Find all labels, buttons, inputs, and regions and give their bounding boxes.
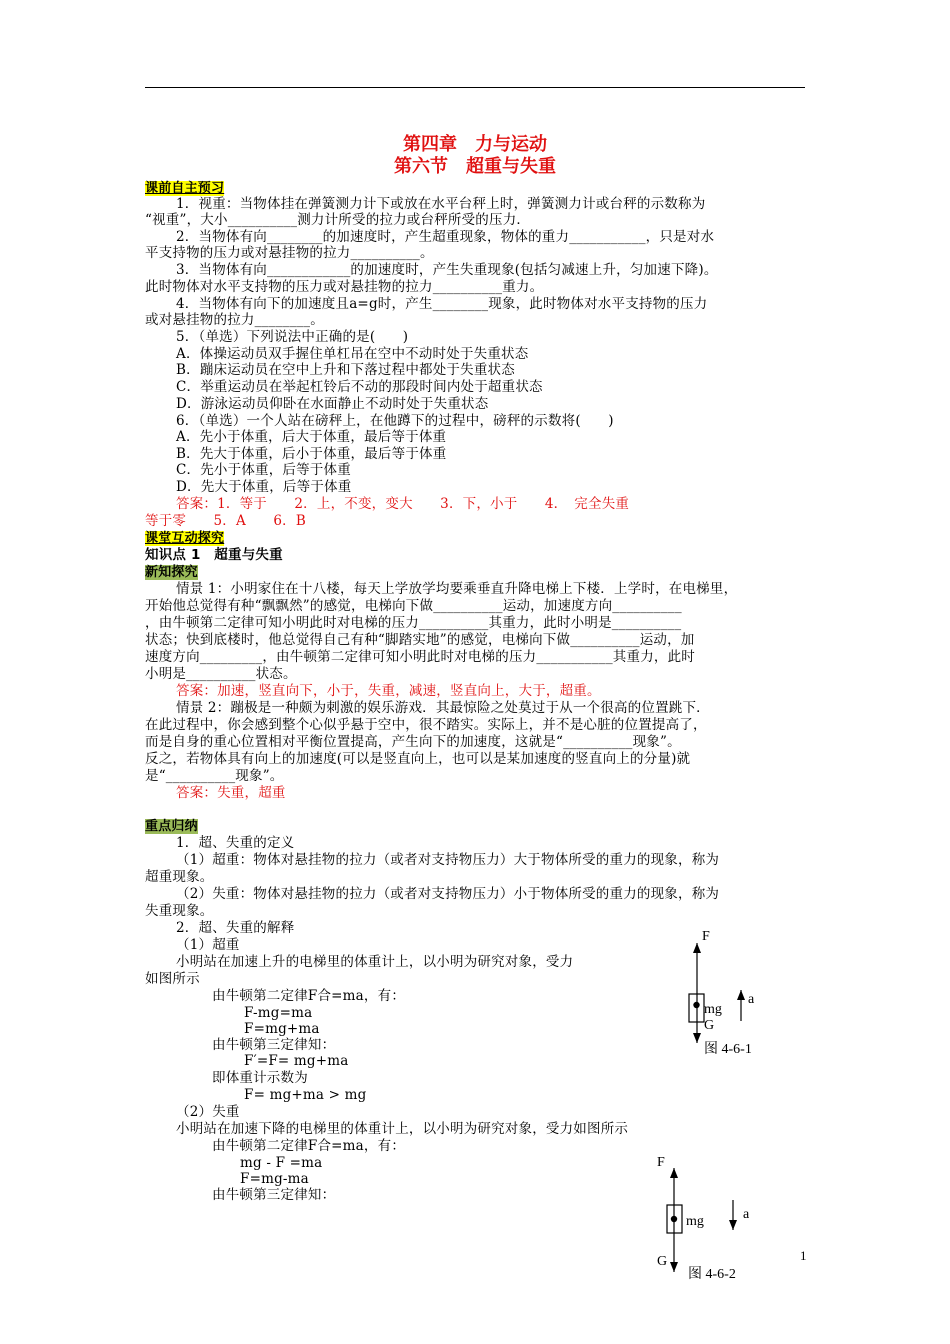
arrow-up-icon	[693, 943, 701, 953]
figure-caption: 图 4-6-2	[688, 1267, 736, 1282]
option-b: B．先大于体重，后小于体重，最后等于体重	[176, 446, 447, 462]
scale-reading-text: 即体重计示数为	[212, 1070, 308, 1086]
preview-line: 2．当物体有向________的加速度时，产生超重现象，物体的重力___________，只是对水	[176, 229, 715, 245]
scene1-line: 速度方向_________，由牛顿第二定律可知小明此时对电梯的压力___________其重力，此时	[145, 649, 695, 665]
preview-line: 或对悬挂物的拉力________。	[145, 312, 324, 328]
option-d: D．游泳运动员仰卧在水面静止不动时处于失重状态	[176, 396, 489, 412]
newton-second-law: 由牛顿第二定律F合=ma，有：	[212, 988, 406, 1004]
option-c: C．先小于体重，后等于体重	[176, 462, 351, 478]
explore-heading: 课堂互动探究	[145, 531, 225, 546]
chapter-title: 第四章 力与运动	[403, 134, 547, 155]
equation: mg - F =ma	[240, 1155, 323, 1171]
overweight-line: 小明站在加速上升的电梯里的体重计上，以小明为研究对象，受力	[176, 954, 574, 970]
page-number: 1	[800, 1248, 807, 1263]
preview-heading: 课前自主预习	[145, 181, 225, 196]
center-dot	[693, 1002, 699, 1008]
weightless-title: （2）失重	[176, 1104, 240, 1120]
scene2-line: 在此过程中，你会感到整个心似乎悬于空中，很不踏实。实际上，并不是心脏的位置提高了，	[145, 717, 707, 733]
newton-second-law: 由牛顿第二定律F合=ma，有：	[212, 1138, 406, 1154]
equation: F=mg-ma	[240, 1171, 309, 1187]
figure-4-6-1	[672, 925, 792, 1060]
question-6: 6．（单选）一个人站在磅秤上，在他蹲下的过程中，磅秤的示数将( )	[176, 413, 614, 429]
mg-label: mg	[704, 1002, 722, 1017]
header-rule	[145, 87, 805, 88]
definition-title: 1．超、失重的定义	[176, 835, 295, 851]
definition-line: 失重现象。	[145, 903, 214, 919]
equation: F′=F= mg+ma	[244, 1053, 349, 1069]
acceleration-up-icon	[737, 990, 745, 1000]
preview-answer: 答案：1．等于 2．上，不变，变大 3．下，小于 4． 完全失重	[176, 496, 630, 512]
option-c: C．举重运动员在举起杠铃后不动的那段时间内处于超重状态	[176, 379, 543, 395]
scene2-line: 情景 2：蹦极是一种颇为刺激的娱乐游戏．其最惊险之处莫过于从一个很高的位置跳下．	[176, 700, 710, 716]
acceleration-label: a	[743, 1207, 750, 1222]
equation: F-mg=ma	[244, 1005, 313, 1021]
figure-4-6-2	[648, 1150, 768, 1290]
scene1-line: ，由牛顿第二定律可知小明此时对电梯的压力__________其重力，此时小明是__________	[145, 615, 682, 631]
g-label: G	[657, 1254, 668, 1269]
scene2-line: 是“__________现象”。	[145, 768, 284, 784]
acceleration-label: a	[748, 992, 755, 1007]
preview-line: 1．视重：当物体挂在弹簧测力计下或放在水平台秤上时，弹簧测力计或台秤的示数称为	[176, 196, 706, 212]
force-f-label: F	[657, 1155, 665, 1170]
arrow-down-icon	[670, 1262, 678, 1272]
knowledge-point-title: 知识点 1 超重与失重	[145, 547, 283, 563]
newton-third-law: 由牛顿第三定律知：	[212, 1037, 336, 1053]
newton-third-law: 由牛顿第三定律知：	[212, 1187, 336, 1203]
explanation-title: 2．超、失重的解释	[176, 920, 295, 936]
figure-caption: 图 4-6-1	[704, 1042, 752, 1057]
scene1-line: 情景 1：小明家住在十八楼，每天上学放学均要乘垂直升降电梯上下楼．上学时，在电梯里，	[176, 581, 738, 597]
force-f-label: F	[702, 929, 710, 944]
option-a: A．体操运动员双手握住单杠吊在空中不动时处于失重状态	[176, 346, 529, 362]
acceleration-down-icon	[729, 1220, 737, 1230]
explore-subheading: 新知探究	[145, 565, 198, 580]
equation: F= mg+ma > mg	[244, 1087, 367, 1103]
scene1-line: 开始他总觉得有种“飘飘然”的感觉，电梯向下做__________运动，加速度方向__________	[145, 598, 682, 614]
preview-line: 3．当物体有向____________的加速度时，产生失重现象(包括匀减速上升，匀加速下降)。	[176, 262, 718, 278]
overweight-title: （1）超重	[176, 937, 240, 953]
scene1-answer: 答案：加速，竖直向下，小于，失重，减速，竖直向上，大于，超重。	[176, 683, 601, 699]
definition-line: （2）失重：物体对悬挂物的拉力（或者对支持物压力）小于物体所受的重力的现象，称为	[176, 886, 720, 902]
definition-line: 超重现象。	[145, 869, 214, 885]
arrow-down-icon	[693, 1033, 701, 1043]
definition-line: （1）超重：物体对悬挂物的拉力（或者对支持物压力）大于物体所受的重力的现象，称为	[176, 852, 720, 868]
option-b: B．蹦床运动员在空中上升和下落过程中都处于失重状态	[176, 362, 515, 378]
preview-line: 平支持物的压力或对悬挂物的拉力__________。	[145, 245, 434, 261]
scene2-line: 而是自身的重心位置相对平衡位置提高，产生向下的加速度，这就是“__________现象”。	[145, 734, 681, 750]
scene1-line: 状态；快到底楼时，他总觉得自己有种“脚踏实地”的感觉，电梯向下做__________运动，加	[145, 632, 695, 648]
summary-heading: 重点归纳	[145, 819, 198, 834]
scene2-line: 反之，若物体具有向上的加速度(可以是竖直向上，也可以是某加速度的竖直向上的分量)就	[145, 751, 691, 767]
option-d: D．先大于体重，后等于体重	[176, 479, 352, 495]
weightless-line: 小明站在加速下降的电梯里的体重计上，以小明为研究对象，受力如图所示	[176, 1121, 629, 1137]
question-5: 5．（单选）下列说法中正确的是( )	[176, 329, 409, 345]
arrow-up-icon	[670, 1168, 678, 1178]
section-title: 第六节 超重与失重	[394, 156, 556, 177]
preview-line: 此时物体对水平支持物的压力或对悬挂物的拉力__________重力。	[145, 279, 544, 295]
mg-label: mg	[686, 1214, 704, 1229]
preview-answer-cont: 等于零 5．A 6．B	[145, 513, 306, 529]
preview-line: “视重”，大小__________测力计所受的拉力或台秤所受的压力．	[145, 212, 531, 228]
equation: F=mg+ma	[244, 1021, 320, 1037]
overweight-line: 如图所示	[145, 971, 200, 987]
scene1-line: 小明是__________状态。	[145, 666, 297, 682]
scene2-answer: 答案：失重，超重	[176, 785, 286, 801]
preview-line: 4．当物体有向下的加速度且a=g时，产生________现象，此时物体对水平支持物的压力	[176, 296, 708, 312]
option-a: A．先小于体重，后大于体重，最后等于体重	[176, 429, 447, 445]
center-dot	[671, 1216, 677, 1222]
g-label: G	[704, 1018, 715, 1033]
